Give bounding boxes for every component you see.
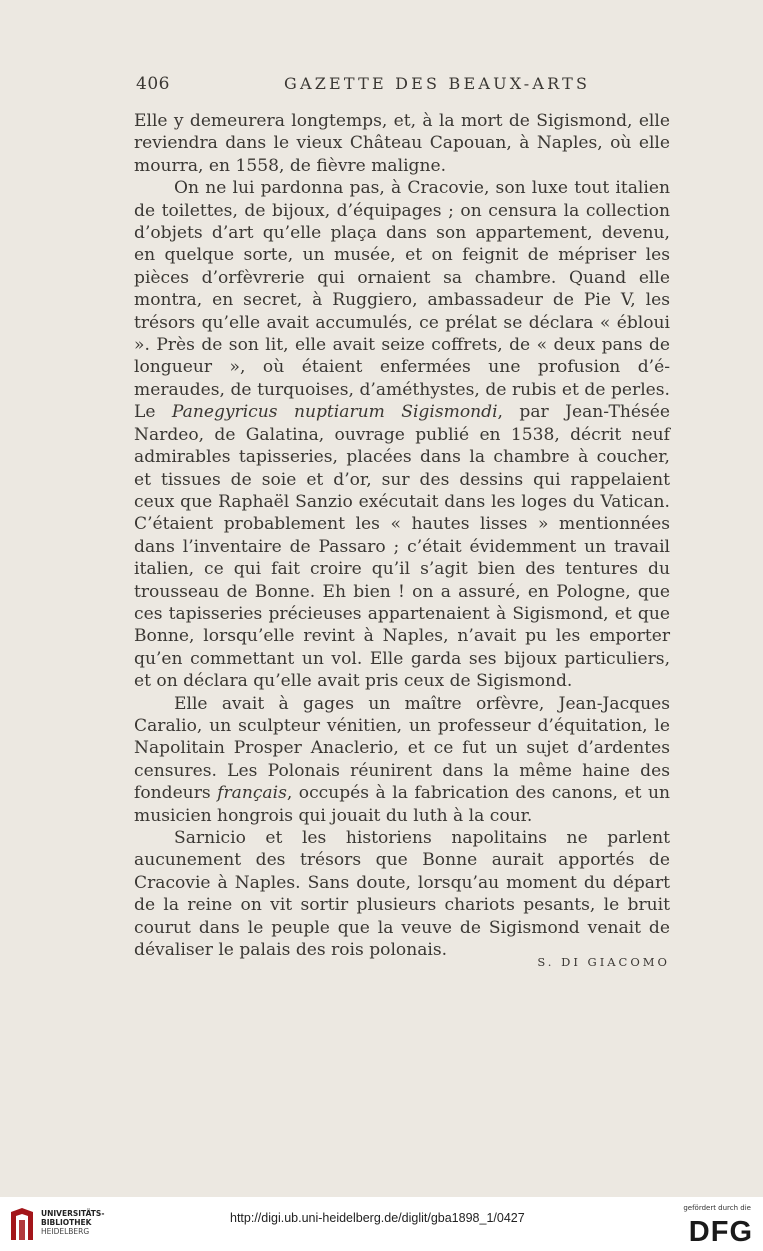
paragraph bbox=[134, 693, 670, 827]
running-title: GAZETTE DES BEAUX-ARTS bbox=[284, 74, 591, 93]
funded-by-label: gefördert durch die bbox=[683, 1204, 751, 1212]
library-name-line: HEIDELBERG bbox=[41, 1227, 90, 1236]
digitization-footer bbox=[0, 1197, 763, 1251]
paragraph-text: , occupés à la fabrication des canons, et un musicien hongrois qui jouait du luth à la cour. bbox=[134, 783, 670, 826]
page-number: 406 bbox=[136, 74, 170, 94]
author-signature: S. DI GIACOMO bbox=[537, 955, 670, 969]
paragraph bbox=[134, 110, 670, 177]
paragraph-text: On ne lui pardonna pas, à Cracovie, son luxe tout italien de toilettes, de bijoux, d’équipages ; on censura la collection d’objets d’art qu’elle plaça dans son appartement, devenu, en quelque sorte, un musée, et on feignit de mépriser les pièces d’orfèvrerie qui ornaient sa chambre. Quand elle montra, en secret, à Ruggiero, ambassadeur de Pie V, les trésors qu’elle avait accumulés, ce prélat se déclara « ébloui ». Près de son lit, elle avait seize coffrets, de « deux pans de longueur », où étaient enfermées une profusion d’émeraudes, de turquoises, d’améthystes, de rubis et de perles. Le bbox=[134, 178, 670, 423]
dfg-logo: DFG bbox=[688, 1216, 753, 1248]
article-body bbox=[134, 110, 670, 961]
paragraph-text: , par Jean-Thésée Nardeo, de Galatina, ouvrage publié en 1538, décrit neuf admirables tapisseries, placées dans la chambre à coucher, et tissues de soie et d’or, sur des dessins qui rappelaient ceux que Raphaël Sanzio exécutait dans les loges du Vatican. C’étaient probablement les « hautes lisses » mentionnées dans l’inventaire de Passaro ; c’était évidemment un travail italien, ce qui fait croire qu’il s’agit bien des tentures du trousseau de Bonne. Eh bien ! on a assuré, en Pologne, que ces tapisseries précieuses appartenaient à Sigismond, et que Bonne, lorsqu’elle revint à Naples, n’avait pu les emporter qu’en commettant un vol. Elle garda ses bijoux particuliers, et on déclara qu’elle avait pris ceux de Sigismond. bbox=[134, 402, 670, 692]
library-name-line: UNIVERSITÄTS- bbox=[41, 1209, 105, 1218]
source-url-link[interactable]: http://digi.ub.uni-heidelberg.de/diglit/gba1898_1/0427 bbox=[230, 1211, 525, 1225]
page-header bbox=[136, 74, 669, 98]
university-library-logo-icon bbox=[8, 1206, 36, 1244]
paragraph-text: Sarnicio et les historiens napolitains ne parlent aucunement des trésors que Bonne aurait apportés de Cracovie à Naples. Sans doute, lorsqu’au moment du départ de la reine on vit sortir plusieurs chariots pesants, le bruit courut dans le peuple que la veuve de Sigismond venait de dévaliser le palais des rois polonais. bbox=[134, 828, 670, 961]
italic-text: français bbox=[217, 783, 287, 804]
library-name-line: BIBLIOTHEK bbox=[41, 1218, 92, 1227]
italic-text: Panegyricus nuptiarum Sigismondi bbox=[171, 402, 498, 423]
paragraph-text: Elle avait à gages un maître orfèvre, Jean-Jacques Caralio, un sculpteur vénitien, un professeur d’équitation, le Napolitain Prosper Anaclerio, et ce fut un sujet d’ardentes censures. Les Polonais réunirent dans la même haine des fondeurs bbox=[134, 693, 670, 804]
paragraph bbox=[134, 177, 670, 692]
library-name bbox=[41, 1209, 104, 1236]
paragraph bbox=[134, 827, 670, 961]
paragraph-text: Elle y demeurera longtemps, et, à la mort de Sigismond, elle reviendra dans le vieux Château Capouan, à Naples, où elle mourra, en 1558, de fièvre maligne. bbox=[134, 111, 670, 176]
